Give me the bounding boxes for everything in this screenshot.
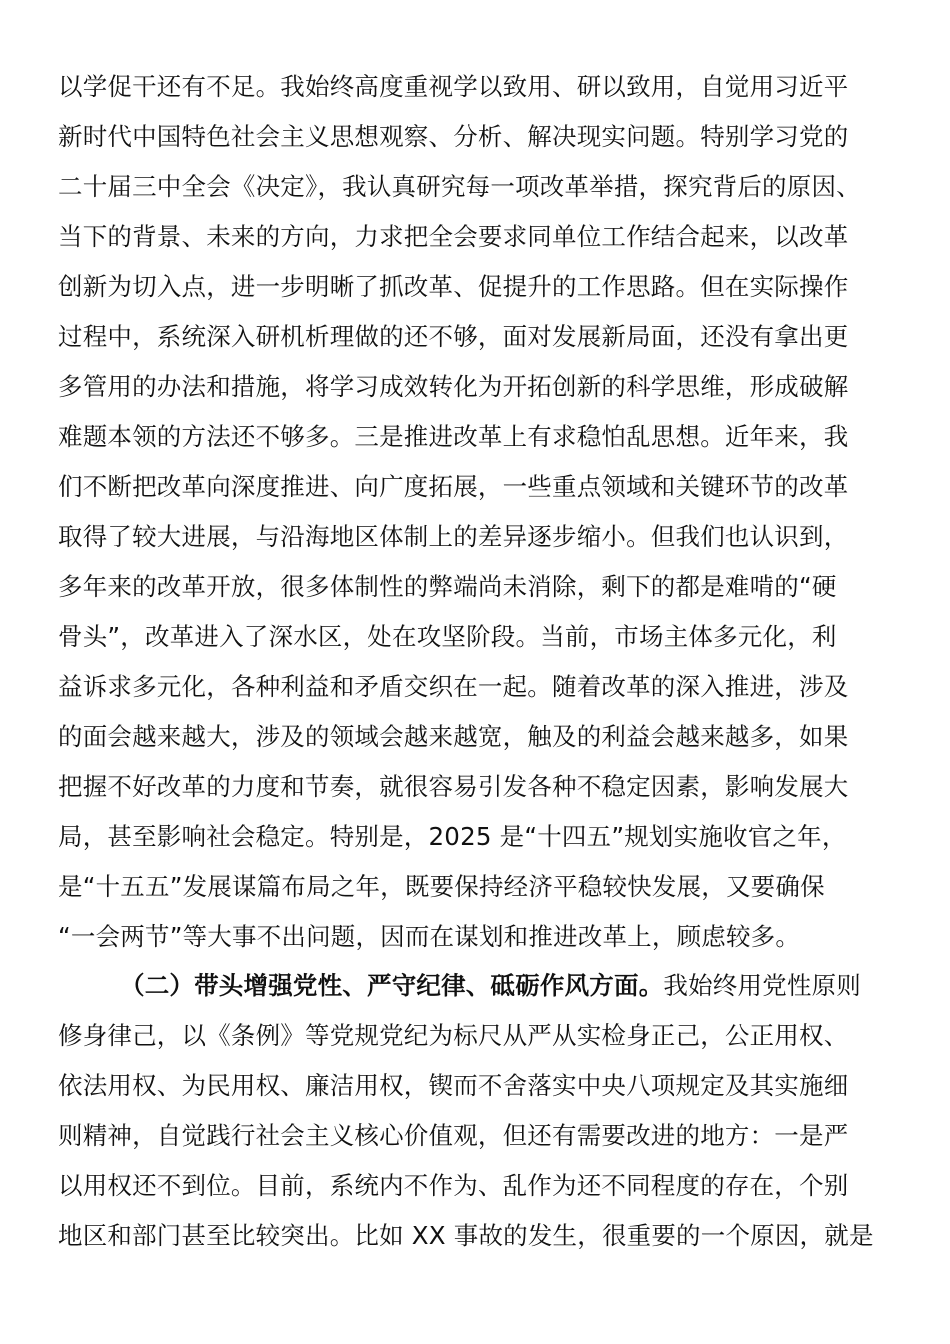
text-line: 多管用的办法和措施，将学习成效转化为开拓创新的科学思维，形成破解 <box>58 372 849 401</box>
text-line: 骨头”，改革进入了深水区，处在攻坚阶段。当前，市场主体多元化，利 <box>58 622 837 651</box>
text-line: 以用权还不到位。目前，系统内不作为、乱作为还不同程度的存在，个别 <box>58 1171 849 1200</box>
text-line: 把握不好改革的力度和节奏，就很容易引发各种不稳定因素，影响发展大 <box>58 772 849 801</box>
text-line: 新时代中国特色社会主义思想观察、分析、解决现实问题。特别学习党的 <box>58 122 849 151</box>
text-line: 地区和部门甚至比较突出。比如 XX 事故的发生，很重要的一个原因，就是 <box>58 1221 874 1250</box>
text-line: 当下的背景、未来的方向，力求把全会要求同单位工作结合起来，以改革 <box>58 222 849 251</box>
text-line: 创新为切入点，进一步明晰了抓改革、促提升的工作思路。但在实际操作 <box>58 272 849 301</box>
text-line: 取得了较大进展，与沿海地区体制上的差异逐步缩小。但我们也认识到， <box>58 522 849 551</box>
text-line: 依法用权、为民用权、廉洁用权，锲而不舍落实中央八项规定及其实施细 <box>58 1071 849 1100</box>
text-line: 以学促干还有不足。我始终高度重视学以致用、研以致用，自觉用习近平 <box>58 72 849 101</box>
text-line: 们不断把改革向深度推进、向广度拓展，一些重点领域和关键环节的改革 <box>58 472 849 501</box>
text-line: 则精神，自觉践行社会主义核心价值观，但还有需要改进的地方：一是严 <box>58 1121 849 1150</box>
text-line: 修身律己，以《条例》等党规党纪为标尺从严从实检身正己，公正用权、 <box>58 1021 849 1050</box>
text-line: 局，甚至影响社会稳定。特别是，2025 是“十四五”规划实施收官之年， <box>58 822 847 851</box>
text-line: 难题本领的方法还不够多。三是推进改革上有求稳怕乱思想。近年来，我 <box>58 422 849 451</box>
text-line: 的面会越来越大，涉及的领域会越来越宽，触及的利益会越来越多，如果 <box>58 722 849 751</box>
text-line: “一会两节”等大事不出问题，因而在谋划和推进改革上，顾虑较多。 <box>58 922 801 951</box>
text-line: 益诉求多元化，各种利益和矛盾交织在一起。随着改革的深入推进，涉及 <box>58 672 849 701</box>
text-line: 多年来的改革开放，很多体制性的弊端尚未消除，剩下的都是难啃的“硬 <box>58 572 837 601</box>
section-heading: （二）带头增强党性、严守纪律、砥砺作风方面。 <box>120 971 664 1000</box>
text-line: 是“十五五”发展谋篇布局之年，既要保持经济平稳较快发展，又要确保 <box>58 872 825 901</box>
section-first-line-text: 我始终用党性原则 <box>663 971 862 1000</box>
text-line: 二十届三中全会《决定》，我认真研究每一项改革举措，探究背后的原因、 <box>58 172 861 201</box>
section-first-line <box>120 961 890 1011</box>
text-line: 过程中，系统深入研机析理做的还不够，面对发展新局面，还没有拿出更 <box>58 322 849 351</box>
